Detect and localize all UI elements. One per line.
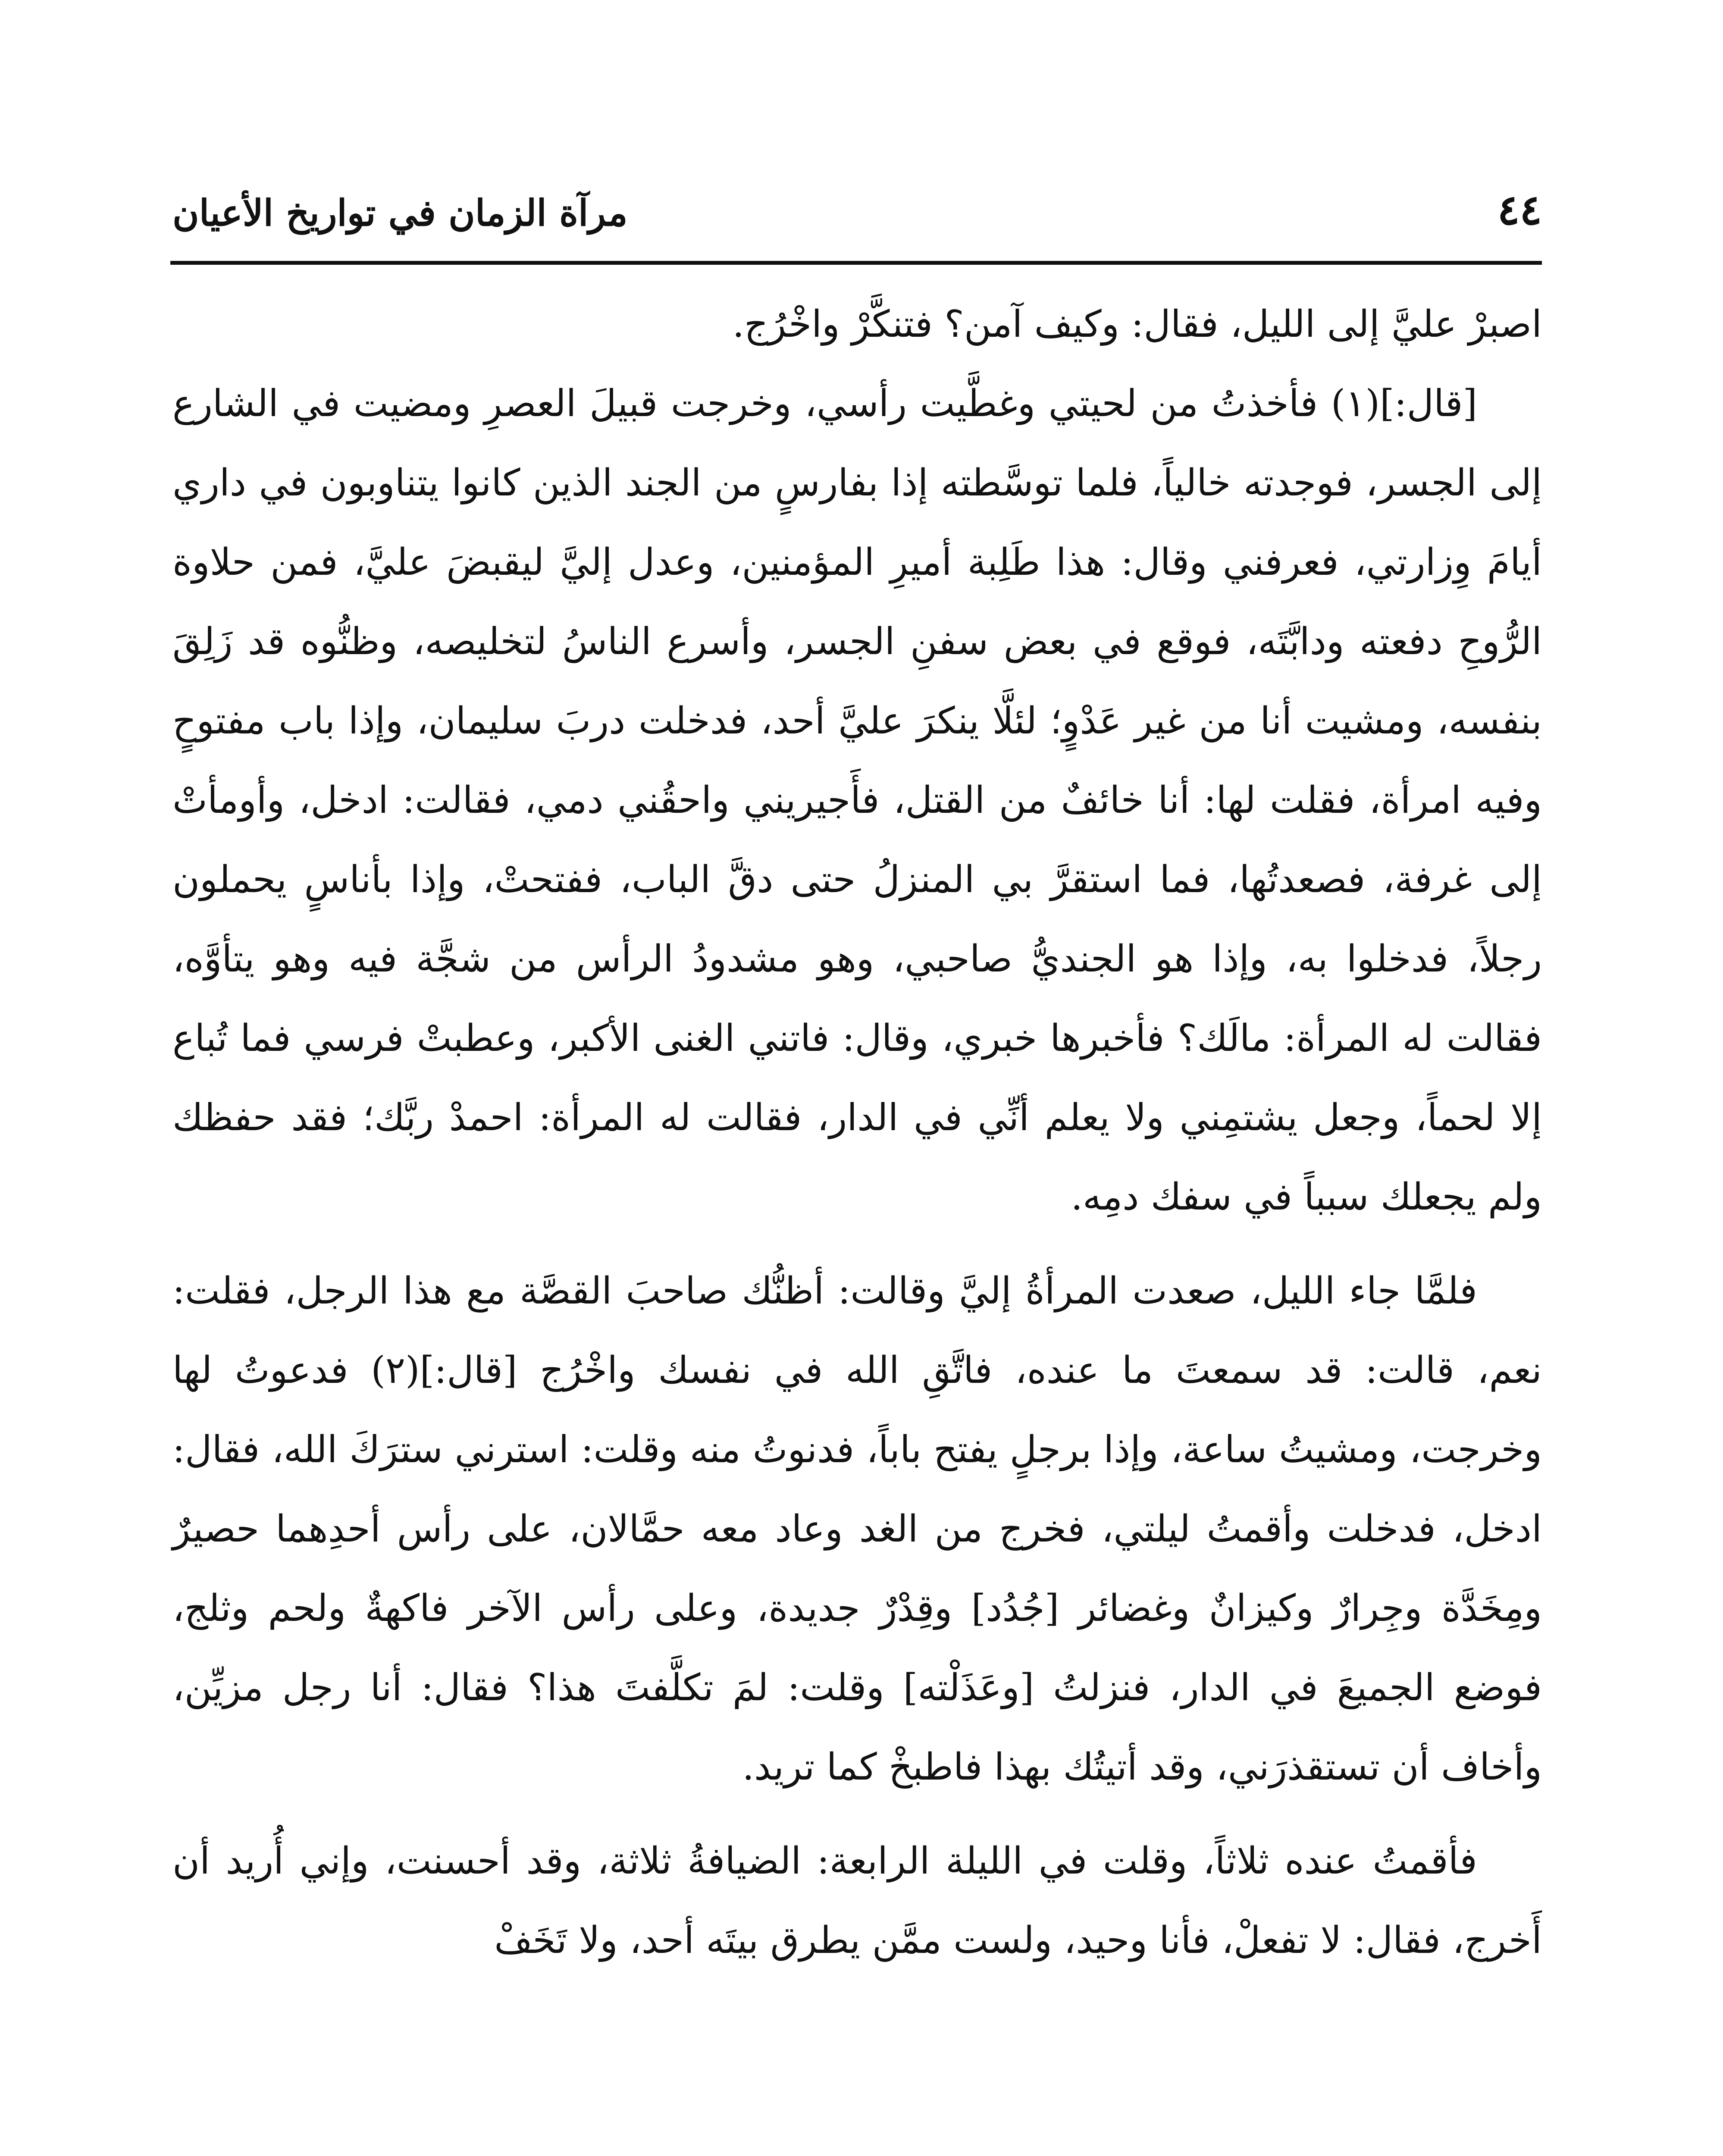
paragraph-continuation: اصبرْ عليَّ إلى الليل، فقال: وكيف آمن؟ فتنكَّرْ واخْرُج. bbox=[732, 303, 1542, 346]
paragraph: فلمَّا جاء الليل، صعدت المرأةُ إليَّ وقالت: أظنُّك صاحبَ القصَّة مع هذا الرجل، فقلت: نعم، قالت: قد سمعتَ ما عنده، فاتَّقِ الله في نفسك واخْرُج [قال:](٢) فدعوتُ لها وخرجت، ومشيتُ ساعة، وإذا برجلٍ يفتح باباً، فدنوتُ منه وقلت: استرني سترَكَ الله، فقال: ادخل، فدخلت وأقمتُ ليلتي، فخرج من الغد وعاد معه حمَّالان، على رأس أحدِهما حصيرٌ ومِخَدَّة وجِرارٌ وكيزانٌ وغضائر [جُدُد] وقِدْرٌ جديدة، وعلى رأس الآخر فاكهةٌ ولحم وثلج، فوضع الجميعَ في الدار، فنزلتُ [وعَذَلْته] وقلت: لمَ تكلَّفتَ هذا؟ فقال: أنا رجل مزيِّن، وأخاف أن تستقذرَني، وقد أتيتُك بهذا فاطبخْ كما تريد. bbox=[172, 1269, 1542, 1789]
page-number: ٤٤ bbox=[1497, 185, 1542, 235]
paragraph: فأقمتُ عنده ثلاثاً، وقلت في الليلة الرابعة: الضيافةُ ثلاثة، وقد أحسنت، وإني أُريد أن أَخرج، فقال: لا تفعلْ، فأنا وحيد، ولست ممَّن يطرق بيتَه أحد، ولا تَخَفْ bbox=[172, 1839, 1542, 1962]
paragraph: [قال:](١) فأخذتُ من لحيتي وغطَّيت رأسي، وخرجت قبيلَ العصرِ ومضيت في الشارع إلى الجسر، فوجدته خالياً، فلما توسَّطته إذا بفارسٍ من الجند الذين كانوا يتناوبون في داري أيامَ وِزارتي، فعرفني وقال: هذا طَلِبة أميرِ المؤمنين، وعدل إليَّ ليقبضَ عليَّ، فمن حلاوة الرُّوحِ دفعته ودابَّتَه، فوقع في بعض سفنِ الجسر، وأسرع الناسُ لتخليصه، وظنُّوه قد زَلِقَ بنفسه، ومشيت أنا من غير عَدْوٍ؛ لئلَّا ينكرَ عليَّ أحد، فدخلت دربَ سليمان، وإذا باب مفتوحٍ وفيه امرأة، فقلت لها: أنا خائفٌ من القتل، فأَجيريني واحقُني دمي، فقالت: ادخل، وأومأتْ إلى غرفة، فصعدتُها، فما استقرَّ بي المنزلُ حتى دقَّ الباب، ففتحتْ، وإذا بأناسٍ يحملون رجلاً، فدخلوا به، وإذا هو الجنديُّ صاحبي، وهو مشدودُ الرأس من شجَّة فيه وهو يتأوَّه، فقالت له المرأة: مالَك؟ فأخبرها خبري، وقال: فاتني الغنى الأكبر، وعطبتْ فرسي فما تُباع إلا لحماً، وجعل يشتمِني ولا يعلم أنِّي في الدار، فقالت له المرأة: احمدْ ربَّك؛ فقد حفظك ولم يجعلك سبباً في سفك دمِه. bbox=[172, 382, 1542, 1219]
page-header bbox=[172, 164, 1542, 233]
main-text bbox=[172, 285, 1542, 1980]
header-divider bbox=[170, 261, 1542, 265]
running-title: مرآة الزمان في تواريخ الأعيان bbox=[172, 191, 628, 234]
